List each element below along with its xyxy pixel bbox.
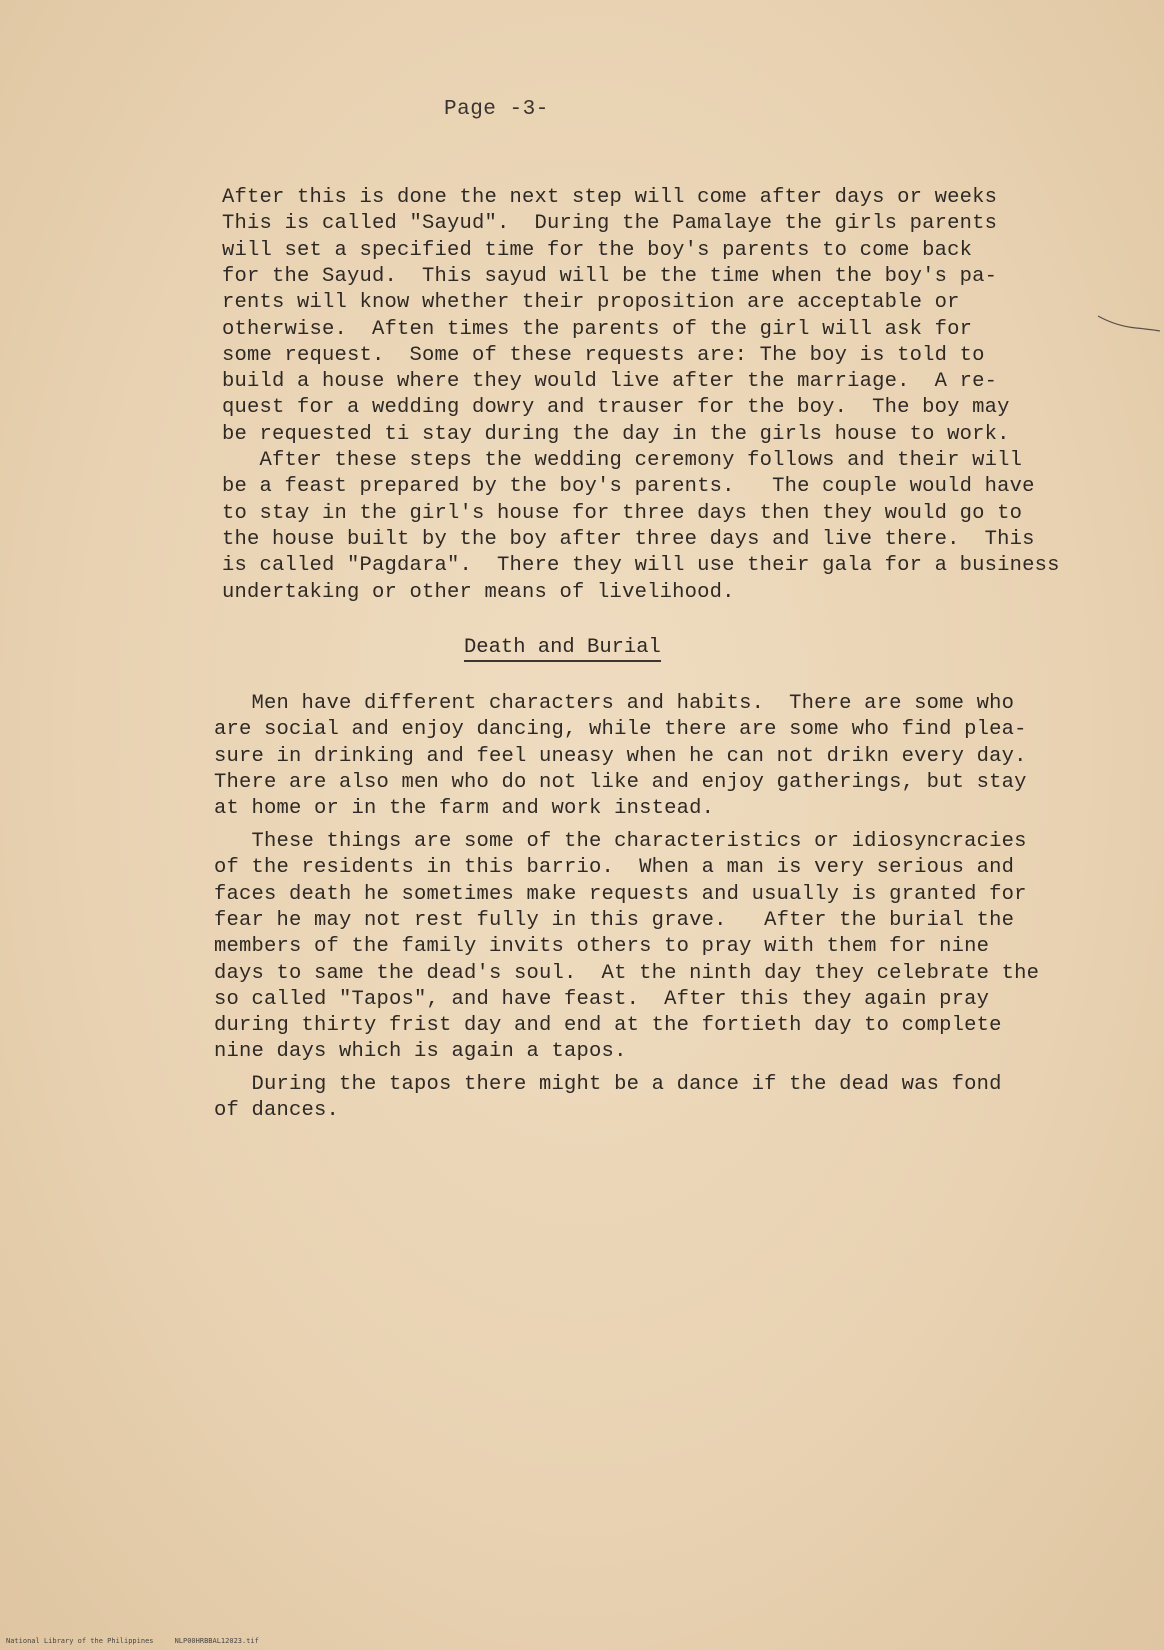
text-line: After this is done the next step will come after days or weeks xyxy=(222,186,998,209)
text-line: will set a specified time for the boy's parents to come back xyxy=(222,238,973,262)
text-line: at home or in the farm and work instead. xyxy=(214,797,715,821)
text-line: for the Sayud. This sayud will be the time when the boy's pa- xyxy=(222,264,998,288)
text-line: quest for a wedding dowry and trauser for the boy. The boy may xyxy=(222,396,1010,420)
text-line: There are also men who do not like and enjoy gatherings, but stay xyxy=(214,770,1027,794)
text-line: is called "Pagdara". There they will use their gala for a business xyxy=(222,554,1060,578)
text-line: are social and enjoy dancing, while there are some who find plea- xyxy=(214,718,1027,742)
text-line: During the tapos there might be a dance if the dead was fond xyxy=(214,1073,1002,1096)
text-line: faces death he sometimes make requests and usually is granted for xyxy=(214,882,1027,906)
text-line: be a feast prepared by the boy's parents. The couple would have xyxy=(222,475,1035,499)
text-line: members of the family invits others to pray with them for nine xyxy=(214,935,990,959)
stray-pen-mark xyxy=(1096,312,1162,334)
text-line: build a house where they would live after the marriage. A re- xyxy=(222,370,998,394)
text-line: be requested ti stay during the day in the girls house to work. xyxy=(222,422,1010,446)
text-line: After these steps the wedding ceremony follows and their will xyxy=(222,449,1023,472)
page-number-header: Page -3- xyxy=(444,98,549,121)
text-line: rents will know whether their proposition are acceptable or xyxy=(222,291,960,315)
text-line: days to same the dead's soul. At the ninth day they celebrate the xyxy=(214,961,1040,985)
text-line: undertaking or other means of livelihood. xyxy=(222,580,735,604)
text-line: fear he may not rest fully in this grave. After the burial the xyxy=(214,908,1015,932)
text-line: to stay in the girl's house for three days then they would go to xyxy=(222,501,1023,525)
text-line: so called "Tapos", and have feast. After this they again pray xyxy=(214,987,990,1011)
text-line: nine days which is again a tapos. xyxy=(214,1040,627,1064)
text-line: These things are some of the characteristics or idiosyncracies xyxy=(214,830,1027,853)
text-line: sure in drinking and feel uneasy when he can not drikn every day. xyxy=(214,744,1027,768)
text-line: otherwise. Aften times the parents of the girl will ask for xyxy=(222,317,973,341)
text-line: some request. Some of these requests are: The boy is told to xyxy=(222,343,985,367)
text-line: of the residents in this barrio. When a man is very serious and xyxy=(214,856,1015,880)
section-heading-death-and-burial: Death and Burial xyxy=(464,636,661,662)
text-line: of dances. xyxy=(214,1099,340,1123)
text-line: This is called "Sayud". During the Pamalaye the girls parents xyxy=(222,212,998,236)
text-line: the house built by the boy after three days and live there. This xyxy=(222,527,1035,551)
archive-footer: National Library of the Philippines NLP00HRBBAL12023.tif xyxy=(6,1637,259,1645)
text-line: Men have different characters and habits. There are some who xyxy=(214,692,1015,715)
text-line: during thirty frist day and end at the fortieth day to complete xyxy=(214,1014,1002,1038)
